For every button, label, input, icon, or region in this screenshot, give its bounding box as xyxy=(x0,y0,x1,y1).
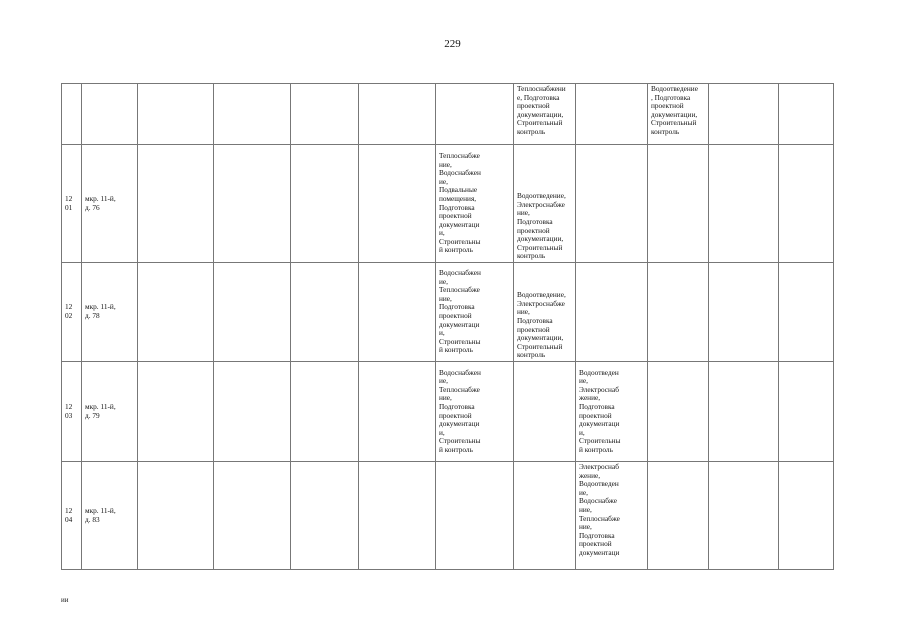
empty-cell xyxy=(359,145,436,263)
empty-cell xyxy=(359,462,436,570)
empty-cell xyxy=(359,263,436,362)
empty-cell xyxy=(138,84,214,145)
work-types-cell xyxy=(514,462,576,570)
empty-cell xyxy=(779,84,834,145)
empty-cell xyxy=(214,145,291,263)
address-cell: мкр. 11-й, д. 76 xyxy=(82,145,138,263)
work-types-cell: Теплоснабже ние, Водоснабжен ие, Подвальные помещения, Подготовка проектной документаци и, Строительны й контроль xyxy=(436,145,514,263)
table-row xyxy=(62,263,834,362)
empty-cell xyxy=(214,462,291,570)
work-types-cell xyxy=(576,263,648,362)
empty-cell xyxy=(779,263,834,362)
work-types-cell xyxy=(436,84,514,145)
empty-cell xyxy=(779,462,834,570)
empty-cell xyxy=(709,84,779,145)
empty-cell xyxy=(138,145,214,263)
footer-note: ии xyxy=(61,596,69,604)
empty-cell xyxy=(709,263,779,362)
empty-cell xyxy=(214,84,291,145)
empty-cell xyxy=(138,263,214,362)
empty-cell xyxy=(138,362,214,462)
empty-cell xyxy=(214,263,291,362)
work-types-cell: Водоотведен ие, Электроснаб жение, Подготовка проектной документаци и, Строительны й контроль xyxy=(576,362,648,462)
empty-cell xyxy=(359,362,436,462)
work-types-cell xyxy=(648,462,709,570)
work-types-cell: Теплоснабжени е, Подготовка проектной документации, Строительный контроль xyxy=(514,84,576,145)
empty-cell xyxy=(709,362,779,462)
work-types-cell xyxy=(576,84,648,145)
work-types-cell xyxy=(514,362,576,462)
row-number-cell: 12 01 xyxy=(62,145,82,263)
row-number-cell: 12 03 xyxy=(62,362,82,462)
work-types-cell xyxy=(648,263,709,362)
table-row xyxy=(62,84,834,145)
empty-cell xyxy=(779,145,834,263)
work-types-cell xyxy=(648,362,709,462)
empty-cell xyxy=(291,145,359,263)
row-number-cell xyxy=(62,84,82,145)
empty-cell xyxy=(214,362,291,462)
address-cell: мкр. 11-й, д. 78 xyxy=(82,263,138,362)
work-types-cell xyxy=(436,462,514,570)
table-row xyxy=(62,362,834,462)
page-number: 229 xyxy=(444,38,461,50)
work-types-cell: Водоснабжен ие, Теплоснабже ние, Подготовка проектной документаци и, Строительны й контроль xyxy=(436,362,514,462)
address-cell: мкр. 11-й, д. 83 xyxy=(82,462,138,570)
empty-cell xyxy=(709,462,779,570)
empty-cell xyxy=(291,263,359,362)
work-types-cell: Водоотведение , Подготовка проектной документации, Строительный контроль xyxy=(648,84,709,145)
address-cell: мкр. 11-й, д. 79 xyxy=(82,362,138,462)
address-cell xyxy=(82,84,138,145)
work-types-cell: Водоснабжен ие, Теплоснабже ние, Подготовка проектной документаци и, Строительны й контроль xyxy=(436,263,514,362)
row-number-cell: 12 04 xyxy=(62,462,82,570)
works-table xyxy=(61,83,834,570)
work-types-cell: Водоотведение, Электроснабже ние, Подготовка проектной документации, Строительный контроль xyxy=(514,263,576,362)
empty-cell xyxy=(291,84,359,145)
empty-cell xyxy=(291,362,359,462)
empty-cell xyxy=(359,84,436,145)
empty-cell xyxy=(779,362,834,462)
empty-cell xyxy=(709,145,779,263)
row-number-cell: 12 02 xyxy=(62,263,82,362)
table-row xyxy=(62,145,834,263)
empty-cell xyxy=(138,462,214,570)
table-row xyxy=(62,462,834,570)
work-types-cell: Электроснаб жение, Водоотведен ие, Водоснабже ние, Теплоснабже ние, Подготовка проектной документаци xyxy=(576,462,648,570)
work-types-cell xyxy=(648,145,709,263)
work-types-cell: Водоотведение, Электроснабже ние, Подготовка проектной документации, Строительный контроль xyxy=(514,145,576,263)
empty-cell xyxy=(291,462,359,570)
work-types-cell xyxy=(576,145,648,263)
